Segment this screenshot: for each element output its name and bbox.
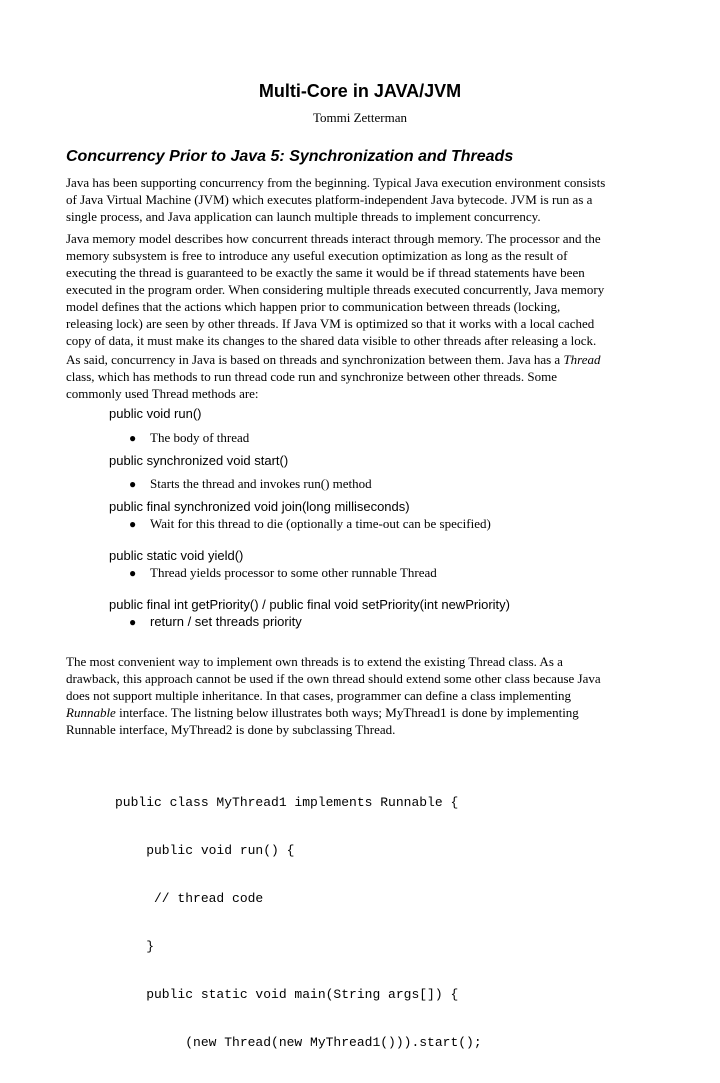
method-description-yield [129,565,437,581]
paragraph-memory-model [66,230,662,349]
text-line: Runnable interface, MyThread2 is done by subclassing Thread. [66,722,396,737]
paragraph-intro [66,174,662,225]
code-line: } [115,939,155,954]
code-line: public void run() { [115,843,295,858]
bullet-text: Starts the thread and invokes run() method [150,476,372,491]
bullet-icon: ● [129,517,137,531]
method-signature-priority: public final int getPriority() / public final void setPriority(int newPriority) [109,597,510,612]
code-line: // thread code [115,891,264,906]
paragraph-thread-class [66,351,662,402]
text-line [66,351,662,368]
text-line: drawback, this approach cannot be used if the own thread should extend some other class because Java [66,671,601,686]
bullet-icon: ● [129,477,137,491]
text-line: copy of data, it must make its changes to the shared data visible to other threads after releasing a lock. [66,333,597,348]
text-line: class, which has methods to run thread code run and synchronize between other threads. Some [66,369,557,384]
code-line: public static void main(String args[]) { [115,987,459,1002]
text-line: of Java Virtual Machine (JVM) which executes platform-independent Java bytecode. JVM is run as a [66,192,593,207]
text-line: does not support multiple inheritance. In that cases, programmer can define a class implementing [66,688,572,703]
text-line [66,704,662,721]
bullet-icon: ● [129,566,137,580]
code-line: (new Thread(new MyThread1())).start(); [115,1035,482,1050]
text-line: releasing lock) are seen by other threads. If Java VM is optimized so that it works with a local cached [66,316,595,331]
document-title: Multi-Core in JAVA/JVM [258,81,462,101]
text-line: executing the thread is guaranteed to be exactly the same it would be if thread statements have been [66,265,585,280]
text-line: model defines that the actions which happen prior to communication between threads (locking, [66,299,561,314]
text-line: The most convenient way to implement own threads is to extend the existing Thread class. As a [66,654,563,669]
text-run: As said, concurrency in Java is based on threads and synchronization between them. Java has a [66,352,564,367]
text-line: commonly used Thread methods are: [66,386,259,401]
method-signature-run: public void run() [109,406,202,421]
section-heading: Concurrency Prior to Java 5: Synchronization and Threads [66,148,514,165]
code-listing [115,763,482,1083]
method-signature-yield: public static void yield() [109,548,244,563]
document-author: Tommi Zetterman [312,110,408,125]
text-line: memory subsystem is free to introduce any useful execution optimization as long as the result of [66,248,568,263]
method-signature-join: public final synchronized void join(long milliseconds) [109,499,410,514]
text-run: interface. The listning below illustrates both ways; MyThread1 is done by implementing [115,705,579,720]
bullet-icon: ● [129,615,137,629]
code-line: public class MyThread1 implements Runnable { [115,795,459,810]
paragraph-implementation [66,653,662,738]
method-description-join [129,516,491,532]
runnable-term: Runnable [66,705,116,720]
bullet-text: Thread yields processor to some other runnable Thread [150,565,437,580]
text-line: Java memory model describes how concurrent threads interact through memory. The processor and the [66,231,601,246]
bullet-text: The body of thread [150,430,250,445]
method-signature-start: public synchronized void start() [109,453,289,468]
thread-class-term: Thread [563,352,601,367]
bullet-text: return / set threads priority [150,614,302,629]
text-line: single process, and Java application can launch multiple threads to implement concurrency. [66,209,541,224]
bullet-text: Wait for this thread to die (optionally a time-out can be specified) [150,516,491,531]
method-description-run [129,430,249,446]
text-line: executed in the program order. When considering multiple threads executed concurrently, Java memory [66,282,605,297]
text-line: Java has been supporting concurrency from the beginning. Typical Java execution environment consists [66,175,606,190]
bullet-icon: ● [129,431,137,445]
method-description-priority [129,614,302,629]
method-description-start [129,476,372,492]
